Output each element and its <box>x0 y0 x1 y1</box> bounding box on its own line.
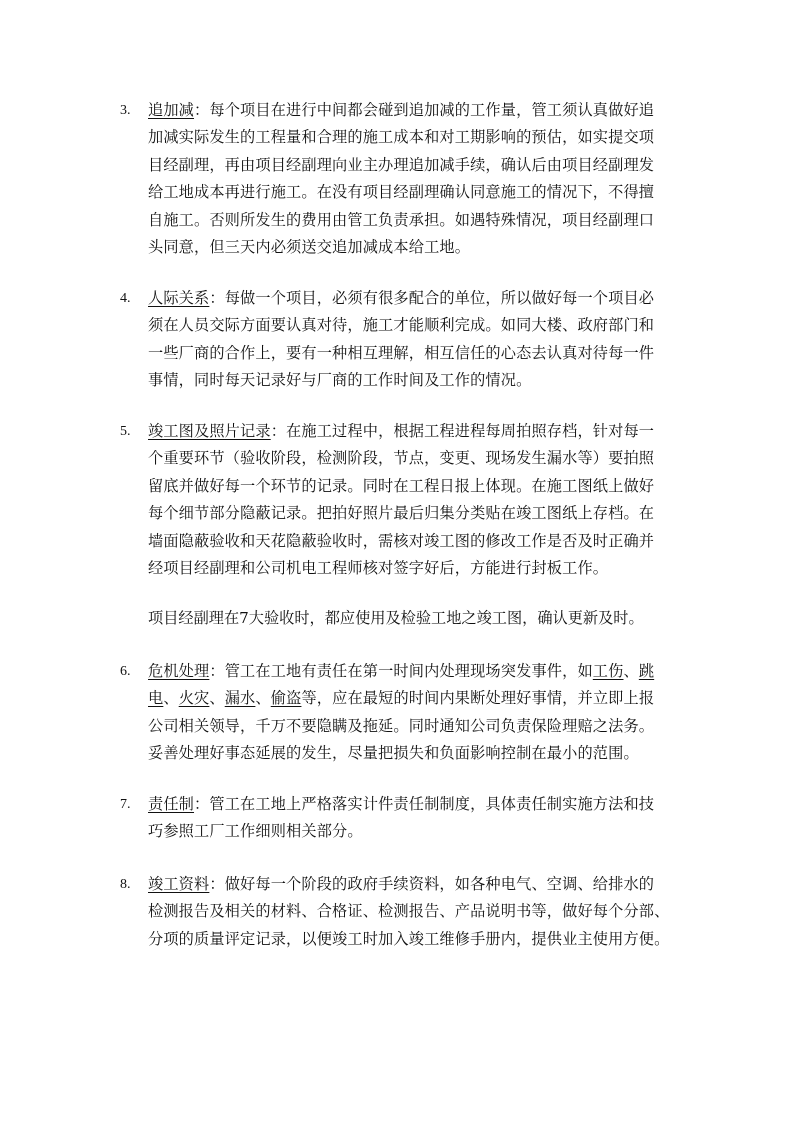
item-line: 头同意，但三天内必须送交追加减成本给工地。 <box>148 238 471 257</box>
item-line <box>148 871 688 898</box>
item-line <box>148 418 688 445</box>
item-body <box>148 871 688 953</box>
item-title: 责任制 <box>148 795 195 813</box>
item-line: 须在人员交际方面要认真对待，施工才能顺利完成。如同大楼、政府部门和 <box>148 316 655 335</box>
item-body <box>148 285 688 395</box>
item-number: 7. <box>120 797 131 812</box>
item-line: 目经副理，再由项目经副理向业主办理追加减手续，确认后由项目经副理发 <box>148 155 655 174</box>
item-title: 人际关系 <box>148 289 210 307</box>
item-text: 、 <box>623 662 639 680</box>
item-line: 每个细节部分隐蔽记录。把拍好照片最后归集分类贴在竣工图纸上存档。在 <box>148 504 655 523</box>
item-title: 追加减 <box>148 101 195 119</box>
item-text: 、 <box>209 689 225 708</box>
item-line: 分项的质量评定记录，以便竣工时加入竣工维修手册内，提供业主使用方便。 <box>148 929 670 948</box>
keyword-leak: 漏水 <box>224 689 256 708</box>
item-number: 4. <box>120 291 131 306</box>
item-text: 等，应在最短的时间内果断处理好事情，并立即上报 <box>301 689 655 708</box>
item-line: 自施工。否则所发生的费用由管工负责承担。如遇特殊情况，项目经副理口 <box>148 210 655 229</box>
item-text: ：每个项目在进行中间都会碰到追加减的工作量，管工须认真做好追 <box>194 101 655 119</box>
item-text: ：管工在工地上严格落实计件责任制制度，具体责任制实施方法和技 <box>194 795 655 813</box>
item-text: ：在施工过程中，根据工程进程每周拍照存档，针对每一 <box>270 422 655 440</box>
item-title: 竣工图及照片记录 <box>148 422 271 440</box>
item-body <box>148 97 688 261</box>
item-line: 经项目经副理和公司机电工程师核对签字好后，方能进行封板工作。 <box>148 559 609 578</box>
item-line: 加减实际发生的工程量和合理的施工成本和对工期影响的预估，如实提交项 <box>148 128 655 147</box>
keyword-power-trip: 跳 <box>638 662 655 680</box>
item-5-note: 项目经副理在7大验收时，都应使用及检验工地之竣工图，确认更新及时。 <box>148 609 644 627</box>
item-line: 给工地成本再进行施工。在没有项目经副理确认同意施工的情况下，不得擅 <box>148 183 655 202</box>
item-body <box>148 418 688 582</box>
item-text: 、 <box>255 689 271 708</box>
item-line <box>148 658 688 685</box>
item-line: 公司相关领导，千万不要隐瞒及拖延。同时通知公司负责保险理赔之法务。 <box>148 716 655 735</box>
item-text: ：每做一个项目，必须有很多配合的单位，所以做好每一个项目必 <box>209 289 655 307</box>
keyword-theft: 偷盗 <box>270 689 302 708</box>
item-line: 留底并做好每一个环节的记录。同时在工程日报上体现。在施工图纸上做好 <box>148 476 655 495</box>
item-line <box>148 685 688 712</box>
item-body <box>148 791 688 846</box>
item-line <box>148 97 688 124</box>
item-line: 墙面隐蔽验收和天花隐蔽验收时，需核对竣工图的修改工作是否及时正确并 <box>148 531 655 550</box>
item-number: 8. <box>120 877 131 892</box>
keyword-injury: 工伤 <box>592 662 624 680</box>
item-line: 一些厂商的合作上，要有一种相互理解，相互信任的心态去认真对待每一件 <box>148 343 655 362</box>
keyword-fire: 火灾 <box>178 689 210 708</box>
item-text: ：做好每一个阶段的政府手续资料，如各种电气、空调、给排水的 <box>209 875 655 893</box>
keyword-power-trip-cont: 电 <box>148 689 164 708</box>
item-line: 事情，同时每天记录好与厂商的工作时间及工作的情况。 <box>148 371 532 390</box>
item-body <box>148 658 688 768</box>
item-line: 巧参照工厂工作细则相关部分。 <box>148 822 363 841</box>
item-number: 3. <box>120 103 131 118</box>
item-line: 检测报告及相关的材料、合格证、检测报告、产品说明书等，做好每个分部、 <box>148 902 670 921</box>
item-text: ：管工在工地有责任在第一时间内处理现场突发事件，如 <box>209 662 593 680</box>
item-title: 竣工资料 <box>148 875 210 893</box>
item-number: 5. <box>120 424 131 439</box>
item-line: 妥善处理好事态延展的发生，尽量把损失和负面影响控制在最小的范围。 <box>148 744 639 763</box>
item-line <box>148 285 688 312</box>
item-line <box>148 791 688 818</box>
item-number: 6. <box>120 664 131 679</box>
item-line: 个重要环节（验收阶段，检测阶段，节点，变更、现场发生漏水等）要拍照 <box>148 449 655 468</box>
item-text: 、 <box>163 689 179 708</box>
item-title: 危机处理 <box>148 662 210 680</box>
